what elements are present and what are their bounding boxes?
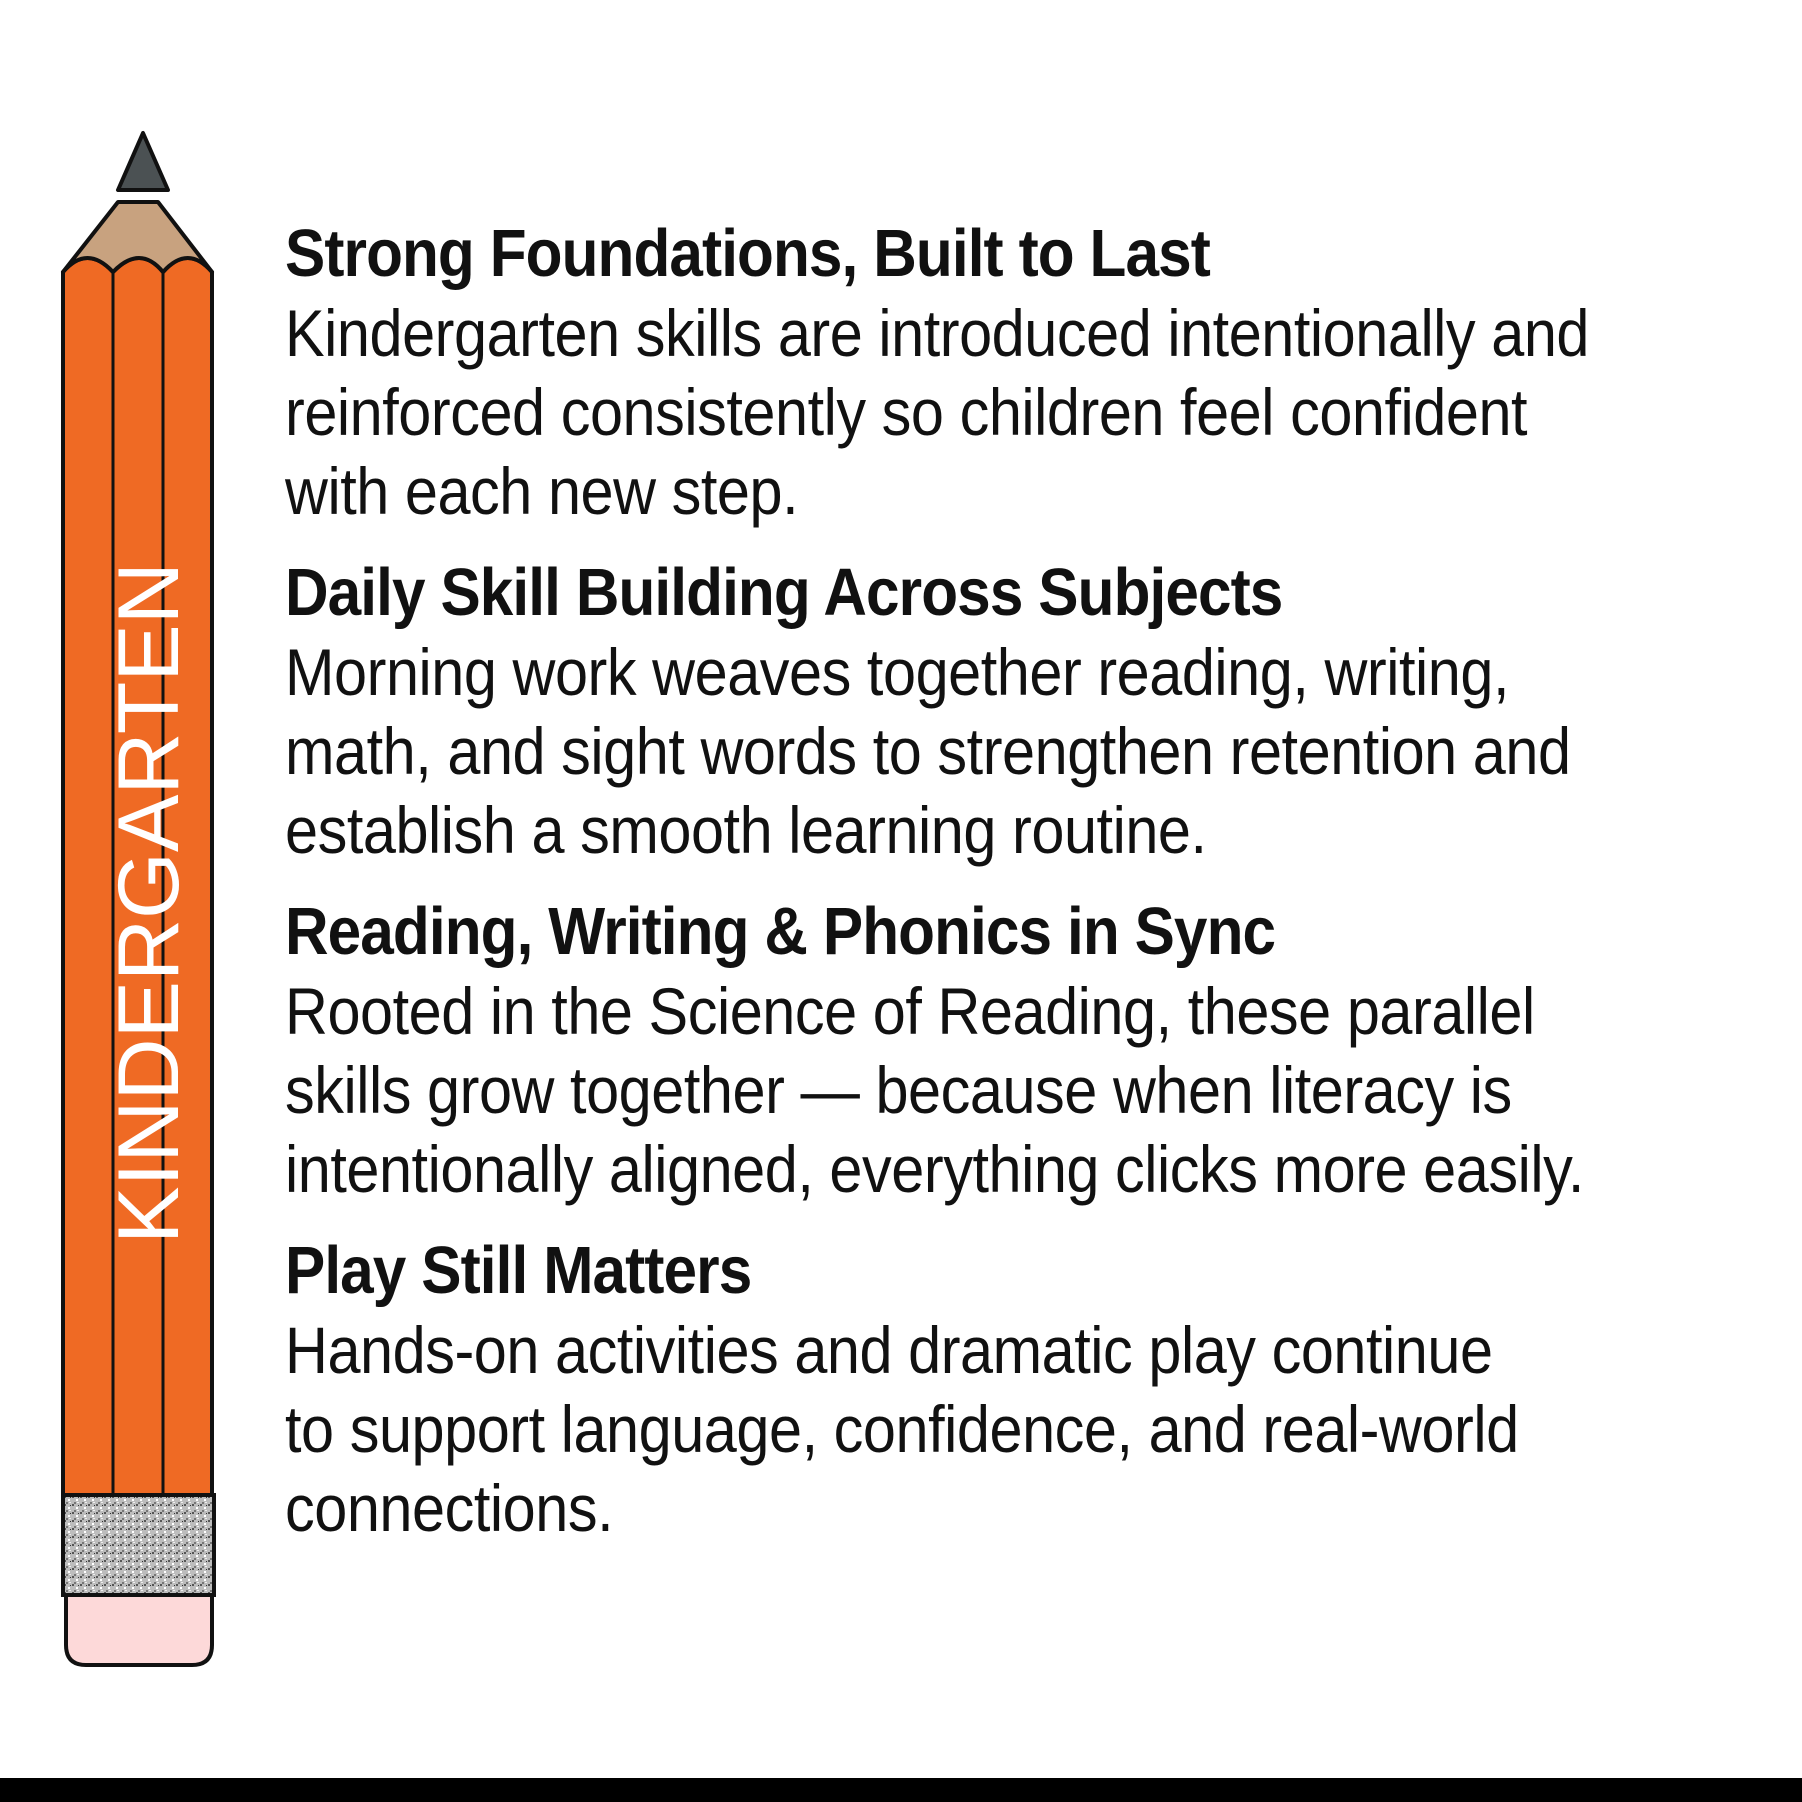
section-body-line: with each new step. [285, 454, 799, 528]
section-play-still-matters [285, 1231, 1775, 1548]
section-body-line: Kindergarten skills are introduced intentionally and [285, 296, 1590, 370]
bottom-border [0, 1778, 1802, 1802]
section-body-line: to support language, confidence, and real-world [285, 1392, 1519, 1466]
section-body-line: math, and sight words to strengthen retention and [285, 714, 1571, 788]
section-heading: Play Still Matters [285, 1233, 752, 1308]
section-body-line: establish a smooth learning routine. [285, 793, 1207, 867]
section-body-line: connections. [285, 1471, 614, 1545]
feature-list [285, 214, 1775, 1570]
section-heading: Reading, Writing & Phonics in Sync [285, 894, 1276, 969]
section-daily-skill-building [285, 553, 1775, 870]
section-strong-foundations [285, 214, 1775, 531]
section-body-line: Morning work weaves together reading, writing, [285, 635, 1510, 709]
section-reading-writing-phonics [285, 892, 1775, 1209]
section-body-line: Rooted in the Science of Reading, these parallel [285, 974, 1535, 1048]
section-body-line: intentionally aligned, everything clicks more easily. [285, 1132, 1584, 1206]
pencil-label: KINDERGARTEN [101, 562, 197, 1244]
section-heading: Daily Skill Building Across Subjects [285, 555, 1283, 630]
pencil-eraser [66, 1595, 212, 1665]
pencil-ferrule [63, 1495, 214, 1595]
section-body-line: Hands-on activities and dramatic play continue [285, 1313, 1493, 1387]
pencil-illustration [0, 0, 260, 1802]
section-heading: Strong Foundations, Built to Last [285, 216, 1210, 291]
pencil-lead-tip [118, 133, 168, 190]
section-body-line: reinforced consistently so children feel confident [285, 375, 1528, 449]
section-body-line: skills grow together — because when literacy is [285, 1053, 1512, 1127]
